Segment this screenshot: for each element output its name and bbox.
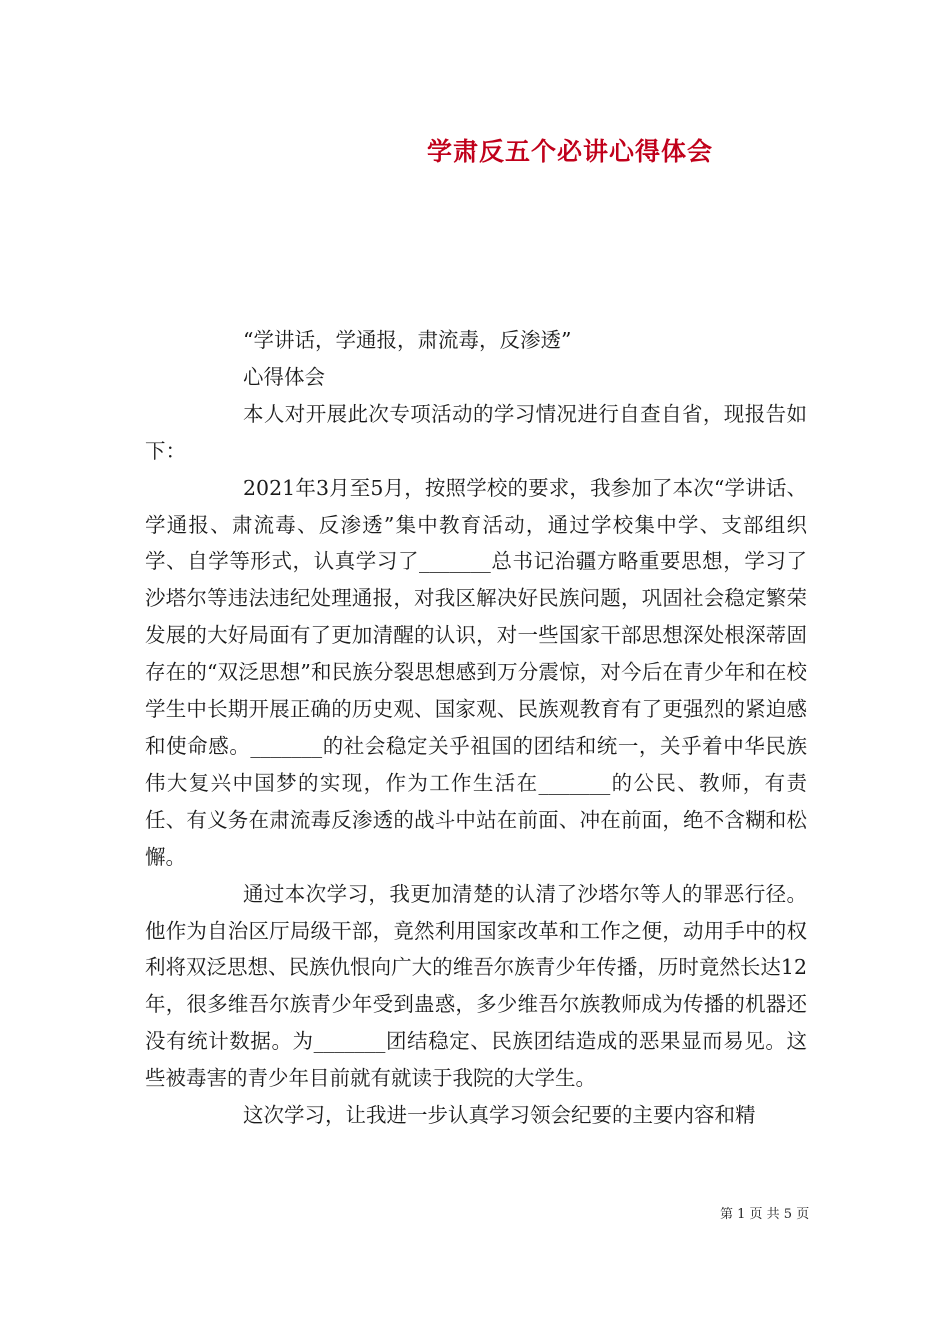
document-title: 学肃反五个必讲心得体会 (426, 137, 713, 166)
paragraph-subtitle: 心得体会 (243, 364, 325, 389)
document-body (145, 322, 807, 1134)
paragraph-conclusion: 这次学习，让我进一步认真学习领会纪要的主要内容和精 (243, 1103, 756, 1128)
paragraph-intro: 本人对开展此次专项活动的学习情况进行自查自省，现报告如下： (145, 401, 807, 463)
paragraph-study-activity: 2021年3月至5月，按照学校的要求，我参加了本次“学讲话、学通报、肃流毒、反渗透”集中教育活动，通过学校集中学、支部组织学、自学等形式，认真学习了_______总书记治疆方略重要思想，学习了沙塔尔等违法违纪处理通报，对我区解决好民族问题，巩固社会稳定繁荣发展的大好局面有了更加清醒的认识，对一些国家干部思想深处根深蒂固存在的“双泛思想”和民族分裂思想感到万分震惊，对今后在青少年和在校学生中长期开展正确的历史观、国家观、民族观教育有了更强烈的紧迫感和使命感。_______的社会稳定关乎祖国的团结和统一，关乎着中华民族伟大复兴中国梦的实现，作为工作生活在_______的公民、教师，有责任、有义务在肃流毒反渗透的战斗中站在前面、冲在前面，绝不含糊和松懈。 (145, 475, 807, 869)
paragraph-reflection: 通过本次学习，我更加清楚的认清了沙塔尔等人的罪恶行径。他作为自治区厅局级干部，竟然利用国家改革和工作之便，动用手中的权利将双泛思想、民族仇恨向广大的维吾尔族青少年传播，历时竟然长达12年，很多维吾尔族青少年受到蛊惑，多少维吾尔族教师成为传播的机器还没有统计数据。为_______团结稳定、民族团结造成的恶果显而易见。这些被毒害的青少年目前就有就读于我院的大学生。 (145, 881, 807, 1091)
page-number-footer: 第 1 页 共 5 页 (720, 1207, 810, 1222)
paragraph-slogan: “学讲话，学通报，肃流毒，反渗透” (243, 328, 572, 352)
